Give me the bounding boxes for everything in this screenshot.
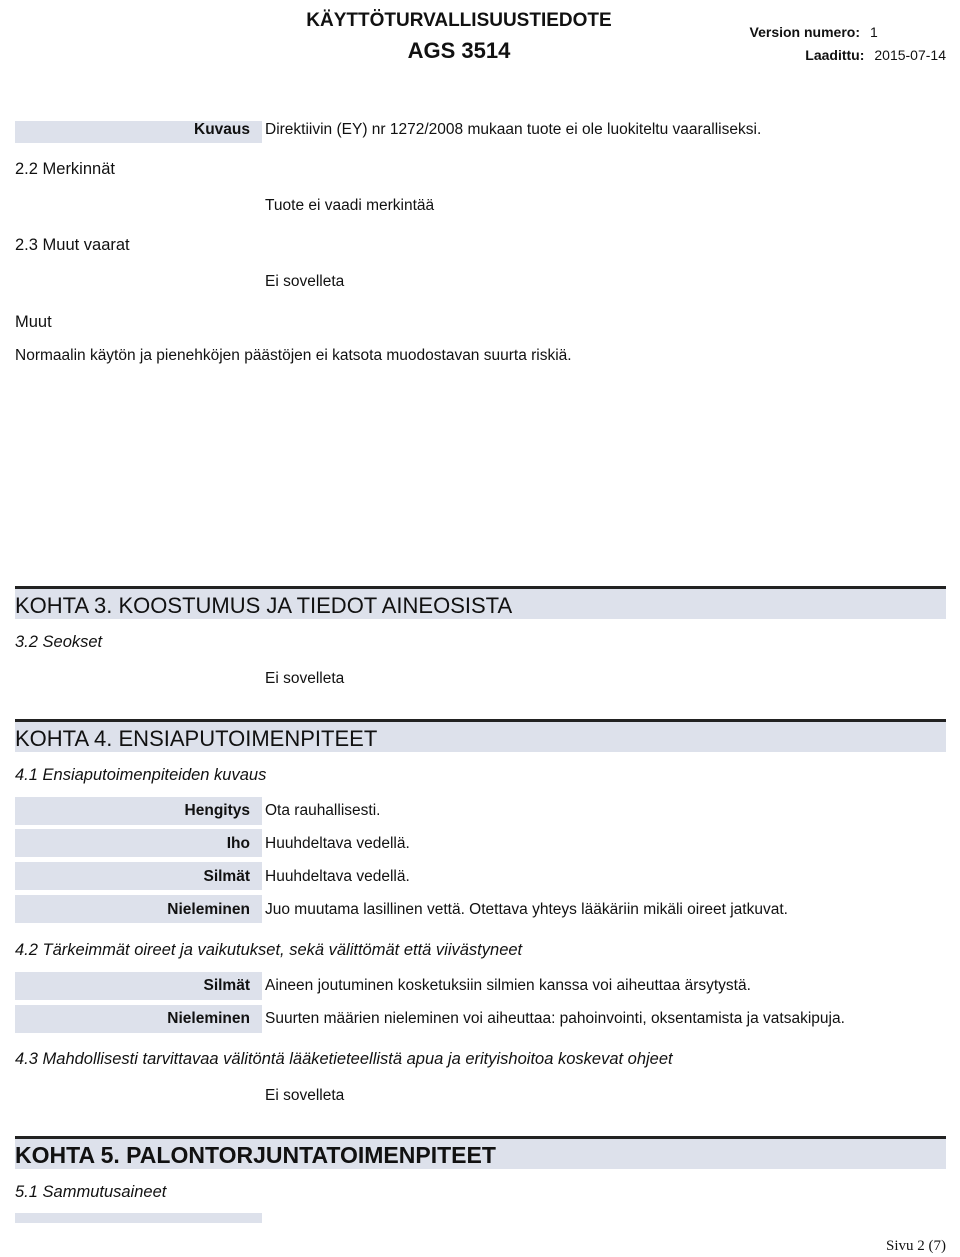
- medical-attention-heading: 4.3 Mahdollisesti tarvittavaa välitöntä lääketieteellistä apua ja erityishoitoa koskevat ohjeet: [15, 1050, 673, 1068]
- first-aid-row-label: Silmät: [203, 868, 250, 885]
- extinguishing-media-label-cell: [15, 1213, 262, 1223]
- symptoms-row-value: Aineen joutuminen kosketuksiin silmien kanssa voi aiheuttaa ärsytystä.: [265, 977, 751, 994]
- version-row: [750, 24, 946, 40]
- first-aid-row-label: Nieleminen: [167, 901, 250, 918]
- page-number: Sivu 2 (7): [886, 1238, 946, 1254]
- other-hazards-value: Ei sovelleta: [265, 273, 345, 290]
- description-value: Direktiivin (EY) nr 1272/2008 mukaan tuote ei ole luokiteltu vaaralliseksi.: [265, 121, 762, 138]
- description-label: Kuvaus: [194, 121, 250, 138]
- section-5-title: KOHTA 5. PALONTORJUNTATOIMENPITEET: [15, 1142, 496, 1168]
- product-name: AGS 3514: [407, 38, 511, 63]
- first-aid-row-label: Hengitys: [184, 802, 250, 819]
- document-title: KÄYTTÖTURVALLISUUSTIEDOTE: [306, 10, 612, 31]
- mixtures-value: Ei sovelleta: [265, 670, 345, 687]
- mixtures-heading: 3.2 Seokset: [15, 633, 103, 651]
- symptoms-heading: 4.2 Tärkeimmät oireet ja vaikutukset, sekä välittömät että viivästyneet: [15, 941, 523, 959]
- section-3-title: KOHTA 3. KOOSTUMUS JA TIEDOT AINEOSISTA: [15, 593, 513, 618]
- other-value: Normaalin käytön ja pienehköjen päästöjen ei katsota muodostavan suurta riskiä.: [15, 347, 572, 364]
- labelling-value: Tuote ei vaadi merkintää: [265, 197, 435, 214]
- date-label: Laadittu:: [805, 47, 865, 63]
- section-4-band: [15, 719, 946, 752]
- section-4-title: KOHTA 4. ENSIAPUTOIMENPITEET: [15, 726, 378, 751]
- first-aid-row-label: Iho: [226, 835, 250, 852]
- section-5-band: [15, 1136, 946, 1169]
- first-aid-row-value: Huuhdeltava vedellä.: [265, 868, 410, 885]
- date-row: [805, 47, 946, 63]
- first-aid-row-value: Ota rauhallisesti.: [265, 802, 381, 819]
- first-aid-heading: 4.1 Ensiaputoimenpiteiden kuvaus: [15, 766, 267, 784]
- version-label: Version numero:: [749, 24, 860, 40]
- section-3-band: [15, 586, 946, 619]
- extinguishing-media-heading: 5.1 Sammutusaineet: [15, 1183, 167, 1201]
- first-aid-row-value: Huuhdeltava vedellä.: [265, 835, 410, 852]
- date-value: 2015-07-14: [874, 47, 946, 63]
- labelling-heading: 2.2 Merkinnät: [15, 160, 115, 178]
- version-value: 1: [870, 24, 878, 40]
- medical-attention-value: Ei sovelleta: [265, 1087, 345, 1104]
- symptoms-row-label: Nieleminen: [167, 1010, 250, 1027]
- first-aid-row-value: Juo muutama lasillinen vettä. Otettava yhteys lääkäriin mikäli oireet jatkuvat.: [265, 901, 788, 918]
- other-hazards-heading: 2.3 Muut vaarat: [15, 236, 130, 254]
- symptoms-row-value: Suurten määrien nieleminen voi aiheuttaa: pahoinvointi, oksentamista ja vatsakipuja.: [265, 1010, 845, 1027]
- other-heading: Muut: [15, 313, 52, 331]
- symptoms-row-label: Silmät: [203, 977, 250, 994]
